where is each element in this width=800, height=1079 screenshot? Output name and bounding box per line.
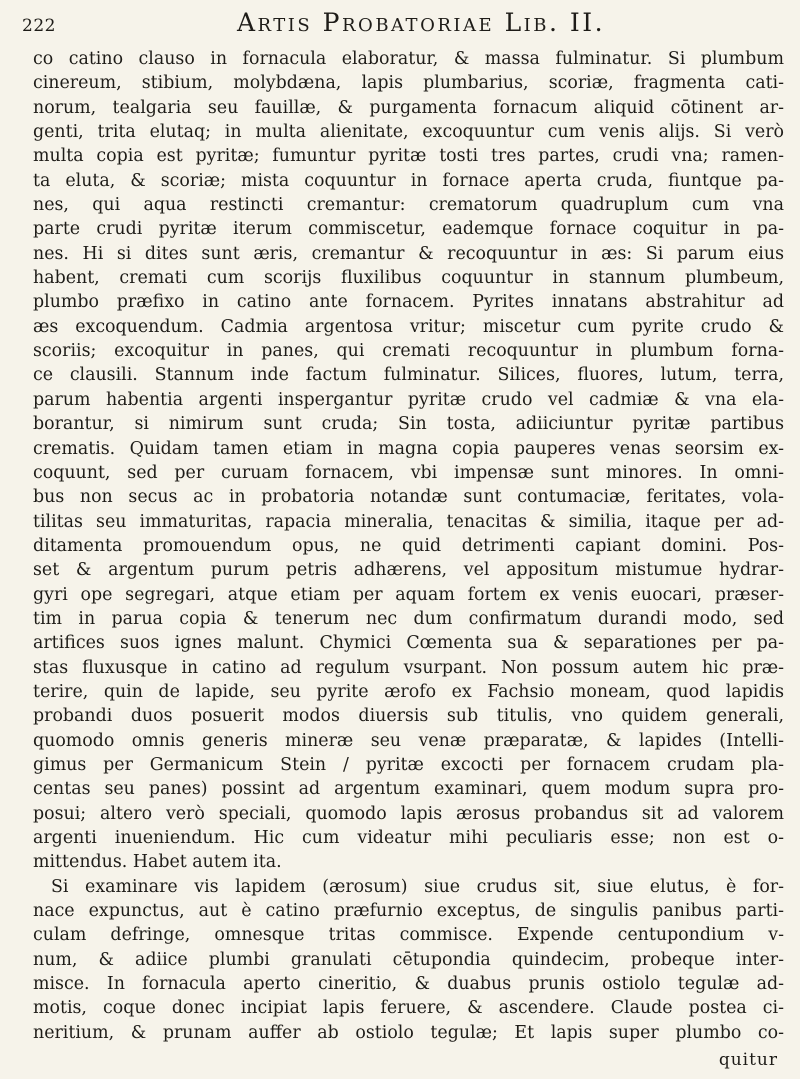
text-line: probandi duos posuerit modos diuersis sub titulis, vno quidem generali, [33, 706, 784, 727]
text-line: scoriis; excoquitur in panes, qui cremati recoquuntur in plumbum forna- [33, 341, 784, 362]
text-line: argenti inueniendum. Hic cum videatur mihi peculiaris esse; non est o- [33, 828, 784, 848]
text-line: set & argentum purum petris adhærens, vel appositum mistumue hydrar- [33, 560, 784, 581]
text-line: coquunt, sed per curuam fornacem, vbi impensæ sunt minores. In omni- [33, 462, 784, 483]
running-title: Artis Probatoriae Lib. II. [237, 8, 606, 37]
text-line: multa copia est pyritæ; fumuntur pyritæ tosti tres partes, crudi vna; ramen- [33, 146, 784, 167]
text-line: nes. Hi si dites sunt æris, cremantur & recoquuntur in æs: Si parum eius [33, 243, 784, 264]
text-line: misce. In fornacula aperto cineritio, & duabus prunis ostiolo tegulæ ad- [33, 974, 784, 995]
text-line: æs excoquendum. Cadmia argentosa vritur; miscetur cum pyrite crudo & [33, 316, 784, 337]
text-line: artifices suos ignes malunt. Chymici Cœmenta sua & separationes per pa- [33, 633, 784, 654]
text-line: centas seu panes) possint ad argentum examinari, quem modum supra pro- [33, 779, 784, 800]
text-line: tim in parua copia & tenerum nec dum confirmatum durandi modo, sed [33, 608, 784, 629]
text-line: parum habentia argenti inspergantur pyritæ crudo vel cadmiæ & vna ela- [33, 389, 784, 410]
text-line: gimus per Germanicum Stein / pyritæ excocti per fornacem crudam pla- [33, 754, 784, 775]
text-line: gyri ope segregari, atque etiam per aquam fortem ex venis euocari, præser- [33, 584, 784, 605]
page-header [22, 8, 772, 48]
text-line: borantur, si nimirum sunt cruda; Sin tosta, adiiciuntur pyritæ partibus [33, 414, 784, 435]
text-line: co catino clauso in fornacula elaboratur, & massa fulminatur. Si plumbum [33, 49, 784, 69]
text-line: stas fluxusque in catino ad regulum vsurpant. Non possum autem hic præ- [33, 657, 784, 678]
text-line: genti, trita elutaq; in multa alienitate, excoquuntur cum venis alijs. Si verò [33, 122, 784, 143]
text-line: mittendus. Habet autem ita. [33, 852, 282, 873]
text-line: nace expunctus, aut è catino præfurnio exceptus, de singulis panibus parti- [33, 901, 784, 922]
text-line: posui; altero verò speciali, quomodo lapis ærosus probandus sit ad valorem [33, 803, 784, 824]
text-line: cinereum, stibium, molybdæna, lapis plumbarius, scoriæ, fragmenta cati- [33, 73, 784, 94]
text-line: ta eluta, & scoriæ; mista coquuntur in fornace aperta cruda, fiuntque pa- [33, 170, 784, 191]
text-line: terire, quin de lapide, seu pyrite ærofo ex Fachsio moneam, quod lapidis [33, 681, 784, 702]
text-line: culam defringe, omnesque tritas commisce. Expende centupondium v- [33, 925, 784, 946]
text-line: ce clausili. Stannum inde factum fulminatur. Silices, fluores, lutum, terra, [33, 365, 784, 386]
text-line: motis, coque donec incipiat lapis feruere, & ascendere. Claude postea ci- [33, 998, 784, 1019]
text-line: crematis. Quidam tamen etiam in magna copia pauperes venas seorsim ex- [33, 438, 784, 459]
text-line: nes, qui aqua restincti cremantur: crematorum quadruplum cum vna [33, 195, 784, 216]
text-line: habent, cremati cum scorijs fluxilibus coquuntur in stannum plumbeum, [33, 268, 784, 289]
catchword: quitur [718, 1050, 778, 1070]
text-line: tilitas seu immaturitas, rapacia mineralia, tenacitas & similia, itaque per ad- [33, 511, 784, 532]
text-line: norum, tealgaria seu fauillæ, & purgamenta fornacum aliquid cōtinent ar- [33, 97, 784, 118]
text-line: quomodo omnis generis mineræ seu venæ præparatæ, & lapides (Intelli- [33, 730, 784, 751]
page-number: 222 [22, 16, 56, 36]
text-line: Si examinare vis lapidem (ærosum) siue crudus sit, siue elutus, è for- [51, 876, 784, 897]
text-line: ditamenta promouendum opus, ne quid detrimenti capiant domini. Pos- [33, 535, 784, 556]
text-line: plumbo præfixo in catino ante fornacem. Pyrites innatans abstrahitur ad [33, 292, 784, 313]
text-line: neritium, & prunam auffer ab ostiolo tegulæ; Et lapis super plumbo co- [33, 1022, 784, 1043]
text-line: bus non secus ac in probatoria notandæ sunt contumaciæ, feritates, vola- [33, 487, 784, 508]
text-line: parte crudi pyritæ iterum commiscetur, eademque fornace coquitur in pa- [33, 219, 784, 240]
body-text [33, 47, 784, 1045]
text-line: num, & adiice plumbi granulati cētupondia quindecim, probeque inter- [33, 949, 784, 970]
